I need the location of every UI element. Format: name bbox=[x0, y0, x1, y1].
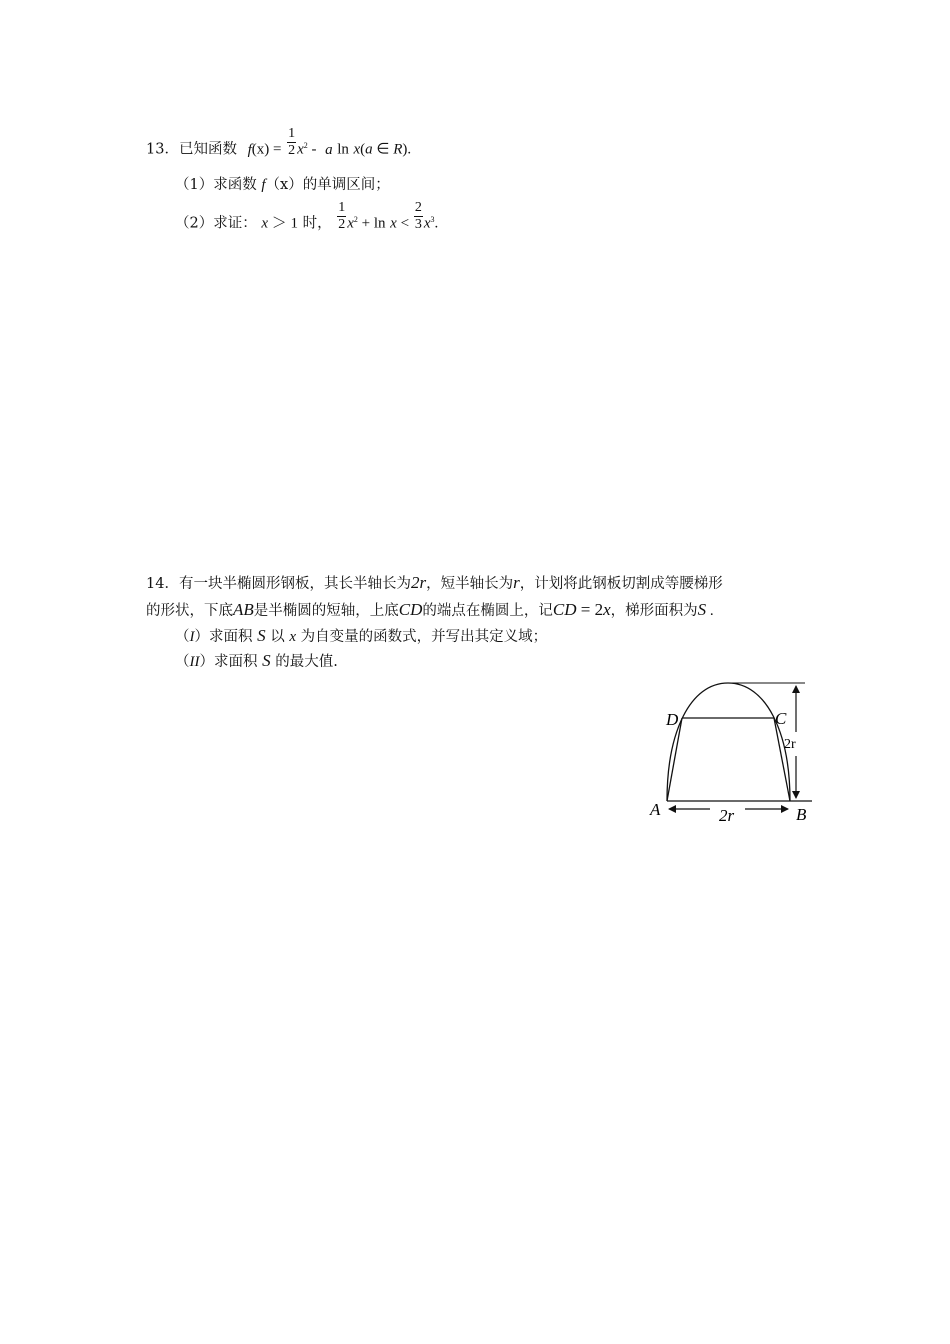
q13-part2-end: . bbox=[434, 215, 439, 232]
q14-line2-CDeq: CD bbox=[552, 600, 577, 619]
label-2r-side: 2r bbox=[784, 737, 796, 752]
q13-a: a bbox=[325, 141, 333, 158]
label-B: B bbox=[796, 805, 807, 824]
q13-part1-label: （1）求函数 bbox=[175, 177, 257, 193]
q13-in: ∈ bbox=[372, 141, 394, 158]
q13-part2-label: （2）求证： bbox=[175, 215, 257, 232]
q13-f: f bbox=[247, 141, 252, 158]
q13-part2-x: x bbox=[261, 215, 269, 232]
q14-line1-r: r bbox=[513, 573, 520, 592]
q13-minus: - bbox=[307, 141, 317, 158]
q14-line1-2r: 2r bbox=[410, 573, 427, 592]
q14-line1-c: ，计划将此钢板切割成等腰梯形 bbox=[519, 576, 723, 592]
q13-part2-x3: x bbox=[423, 215, 431, 232]
q14-line2-S: S bbox=[697, 600, 707, 619]
q13-close: ). bbox=[402, 141, 412, 158]
q14-line2 bbox=[146, 601, 714, 619]
q14-part2-num: II bbox=[189, 654, 200, 670]
q13-half-num: 1 bbox=[288, 126, 296, 141]
q14-part1-rest: 为自变量的函数式，并写出其定义域； bbox=[300, 629, 548, 645]
trapezoid-right-bc bbox=[774, 718, 790, 801]
q13-x2: x bbox=[353, 141, 361, 158]
q13-line bbox=[146, 126, 412, 159]
q13-xparen: (x) bbox=[251, 141, 270, 158]
label-C: C bbox=[775, 709, 787, 728]
q14-line2-x: x bbox=[603, 600, 611, 619]
q13-eq: = bbox=[269, 141, 282, 158]
q14-line2-b: 是半椭圆的短轴，上底 bbox=[253, 603, 399, 619]
q14-part1-num: I bbox=[189, 629, 195, 645]
q13-part2-lt: < bbox=[396, 215, 413, 232]
label-D: D bbox=[666, 710, 679, 729]
q14-line1 bbox=[146, 574, 723, 592]
q13-part2-f1-den: 2 bbox=[338, 217, 346, 232]
q13-part1-rest: 的单调区间； bbox=[302, 177, 390, 193]
q14-line1-a: 有一块半椭圆形钢板，其长半轴长为 bbox=[178, 576, 411, 592]
q14-part1-x: x bbox=[289, 629, 296, 645]
q13-part2 bbox=[175, 200, 439, 233]
label-2r-bottom: 2r bbox=[719, 806, 735, 825]
q14-line2-d: ，梯形面积为 bbox=[610, 603, 698, 619]
q14-line2-c: 的端点在椭圆上，记 bbox=[422, 603, 553, 619]
q13-half-fraction bbox=[287, 126, 296, 159]
q13-part2-x1: x bbox=[347, 215, 354, 232]
q13-intro: 已知函数 bbox=[178, 141, 237, 158]
q13-part2-x2: x bbox=[390, 215, 397, 232]
label-A: A bbox=[650, 800, 661, 819]
q14-line2-e: . bbox=[706, 603, 714, 619]
q13-half-den: 2 bbox=[288, 143, 296, 158]
q14-part2-rest: 的最大值. bbox=[275, 654, 338, 670]
q14-part1-close: ）求面积 bbox=[194, 629, 253, 645]
q14-part2 bbox=[175, 652, 338, 670]
q14-part2-close: ）求面积 bbox=[199, 654, 258, 670]
q13-part2-plusln: + ln bbox=[357, 215, 386, 232]
q13-part2-time: 时， bbox=[298, 215, 332, 232]
q14-part1-open: （ bbox=[175, 629, 190, 645]
q13-a2: a bbox=[365, 141, 373, 158]
trapezoid-left-ad bbox=[667, 718, 682, 801]
q14-line2-a: 的形状，下底 bbox=[146, 603, 233, 619]
q13-x: x bbox=[297, 141, 304, 158]
q14-part2-S: S bbox=[262, 651, 271, 670]
semi-ellipse-trapezoid-figure bbox=[640, 672, 825, 832]
q13-part2-sq1: 2 bbox=[353, 214, 358, 224]
q13-ln: ln bbox=[337, 141, 349, 158]
q13-part1-x: （x） bbox=[265, 177, 303, 193]
q13-part2-f2-num: 2 bbox=[414, 200, 422, 215]
q14-line2-eq: = 2 bbox=[576, 600, 604, 619]
q13-part2-frac1 bbox=[337, 200, 346, 233]
q13-part2-cube: 3 bbox=[430, 214, 435, 224]
q14-part1 bbox=[175, 627, 547, 645]
q13-part2-gt: ＞ 1 bbox=[268, 215, 299, 232]
semi-ellipse-arc bbox=[667, 683, 790, 801]
q14-number: 14． bbox=[146, 576, 179, 592]
q13-open: ( bbox=[360, 141, 366, 158]
q14-part2-open: （ bbox=[175, 654, 190, 670]
q13-sq: 2 bbox=[303, 140, 308, 150]
q13-part2-f1-num: 1 bbox=[338, 200, 346, 215]
q13-part2-frac2 bbox=[414, 200, 423, 233]
q14-line2-CD: CD bbox=[398, 600, 423, 619]
q14-line2-AB: AB bbox=[233, 600, 254, 619]
q14-part1-S: S bbox=[257, 626, 266, 645]
q14-line1-b: ，短半轴长为 bbox=[426, 576, 514, 592]
q14-part1-mid: 以 bbox=[270, 629, 285, 645]
q13-part2-f2-den: 3 bbox=[414, 217, 422, 232]
q13-R: R bbox=[393, 141, 403, 158]
q13-part1 bbox=[175, 178, 390, 193]
q13-number: 13． bbox=[146, 141, 179, 158]
q13-part1-f: f bbox=[261, 177, 266, 193]
